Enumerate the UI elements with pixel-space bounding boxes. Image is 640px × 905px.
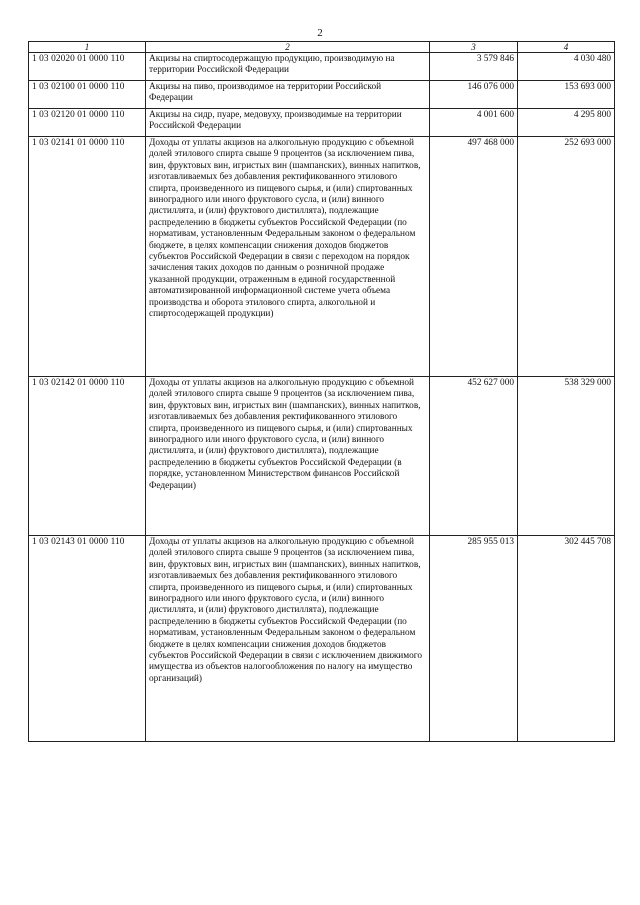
revenue-table — [28, 41, 615, 742]
row-name: Доходы от уплаты акцизов на алкогольную продукцию с объемной долей этилового спирта свыше 9 процентов (за исключением пива, вин, фруктовых вин, игристых вин (шампанских), винных напитков, изготавливаемых без добавления ректификованного этилового спирта, произведенного из пищевого сырья, и (или) спиртованных виноградного или иного фруктового сусла, и (или) винного дистиллята, и (или) фруктового дистиллята), подлежащие распределению в бюджеты субъектов Российской Федерации (в порядке, установленном Министерством финансов Российской Федерации) — [146, 377, 430, 536]
row-code: 1 03 02020 01 0000 110 — [29, 53, 146, 81]
row-value2: 153 693 000 — [518, 81, 615, 109]
row-name: Акцизы на сидр, пуаре, медовуху, производимые на территории Российской Федерации — [146, 109, 430, 137]
row-name: Акцизы на спиртосодержащую продукцию, производимую на территории Российской Федерации — [146, 53, 430, 81]
row-name: Доходы от уплаты акцизов на алкогольную продукцию с объемной долей этилового спирта свыше 9 процентов (за исключением пива, вин, фруктовых вин, игристых вин (шампанских), винных напитков, изготавливаемых без добавления ректификованного этилового спирта, произведенного из пищевого сырья, и (или) спиртованных виноградного или иного фруктового сусла, и (или) винного дистиллята, и (или) фруктового дистиллята), подлежащие распределению в бюджеты субъектов Российской Федерации (по нормативам, установленным Федеральным законом о федеральном бюджете в целях компенсации снижения доходов бюджетов субъектов Российской Федерации в связи с исключением движимого имущества из объектов налогообложения по налогу на имущество организаций) — [146, 536, 430, 742]
row-value2: 302 445 708 — [518, 536, 615, 742]
row-value2: 4 295 800 — [518, 109, 615, 137]
row-value2: 252 693 000 — [518, 137, 615, 377]
row-code: 1 03 02100 01 0000 110 — [29, 81, 146, 109]
table-header-row — [29, 42, 615, 53]
row-value2: 538 329 000 — [518, 377, 615, 536]
table-row — [29, 81, 615, 109]
table-row — [29, 53, 615, 81]
row-name: Доходы от уплаты акцизов на алкогольную продукцию с объемной долей этилового спирта свыше 9 процентов (за исключением пива, вин, фруктовых вин, игристых вин (шампанских), винных напитков, изготавливаемых без добавления ректификованного этилового спирта, произведенного из пищевого сырья, и (или) спиртованных виноградного или иного фруктового сусла, и (или) винного дистиллята, и (или) фруктового дистиллята), подлежащие распределению в бюджеты субъектов Российской Федерации (по нормативам, установленным Федеральным законом о федеральном бюджете, в целях компенсации снижения доходов бюджетов субъектов Российской Федерации в связи с переходом на порядок зачисления таких доходов по данным о розничной продаже указанной продукции, отраженным в единой государственной автоматизированной информационной системе учета объема производства и оборота этилового спирта, алкогольной и спиртосодержащей продукции) — [146, 137, 430, 377]
row-code: 1 03 02142 01 0000 110 — [29, 377, 146, 536]
row-code: 1 03 02120 01 0000 110 — [29, 109, 146, 137]
page-number: 2 — [317, 27, 323, 39]
row-value1: 3 579 846 — [430, 53, 518, 81]
row-value1: 285 955 013 — [430, 536, 518, 742]
table-row — [29, 137, 615, 377]
table-row — [29, 377, 615, 536]
header-cell-name: 2 — [146, 42, 430, 53]
row-code: 1 03 02143 01 0000 110 — [29, 536, 146, 742]
row-value1: 4 001 600 — [430, 109, 518, 137]
header-cell-value2: 4 — [518, 42, 615, 53]
table-row — [29, 109, 615, 137]
row-value1: 146 076 000 — [430, 81, 518, 109]
row-code: 1 03 02141 01 0000 110 — [29, 137, 146, 377]
row-value1: 497 468 000 — [430, 137, 518, 377]
row-name: Акцизы на пиво, производимое на территории Российской Федерации — [146, 81, 430, 109]
table-row — [29, 536, 615, 742]
row-value2: 4 030 480 — [518, 53, 615, 81]
row-value1: 452 627 000 — [430, 377, 518, 536]
header-cell-code: 1 — [29, 42, 146, 53]
header-cell-value1: 3 — [430, 42, 518, 53]
